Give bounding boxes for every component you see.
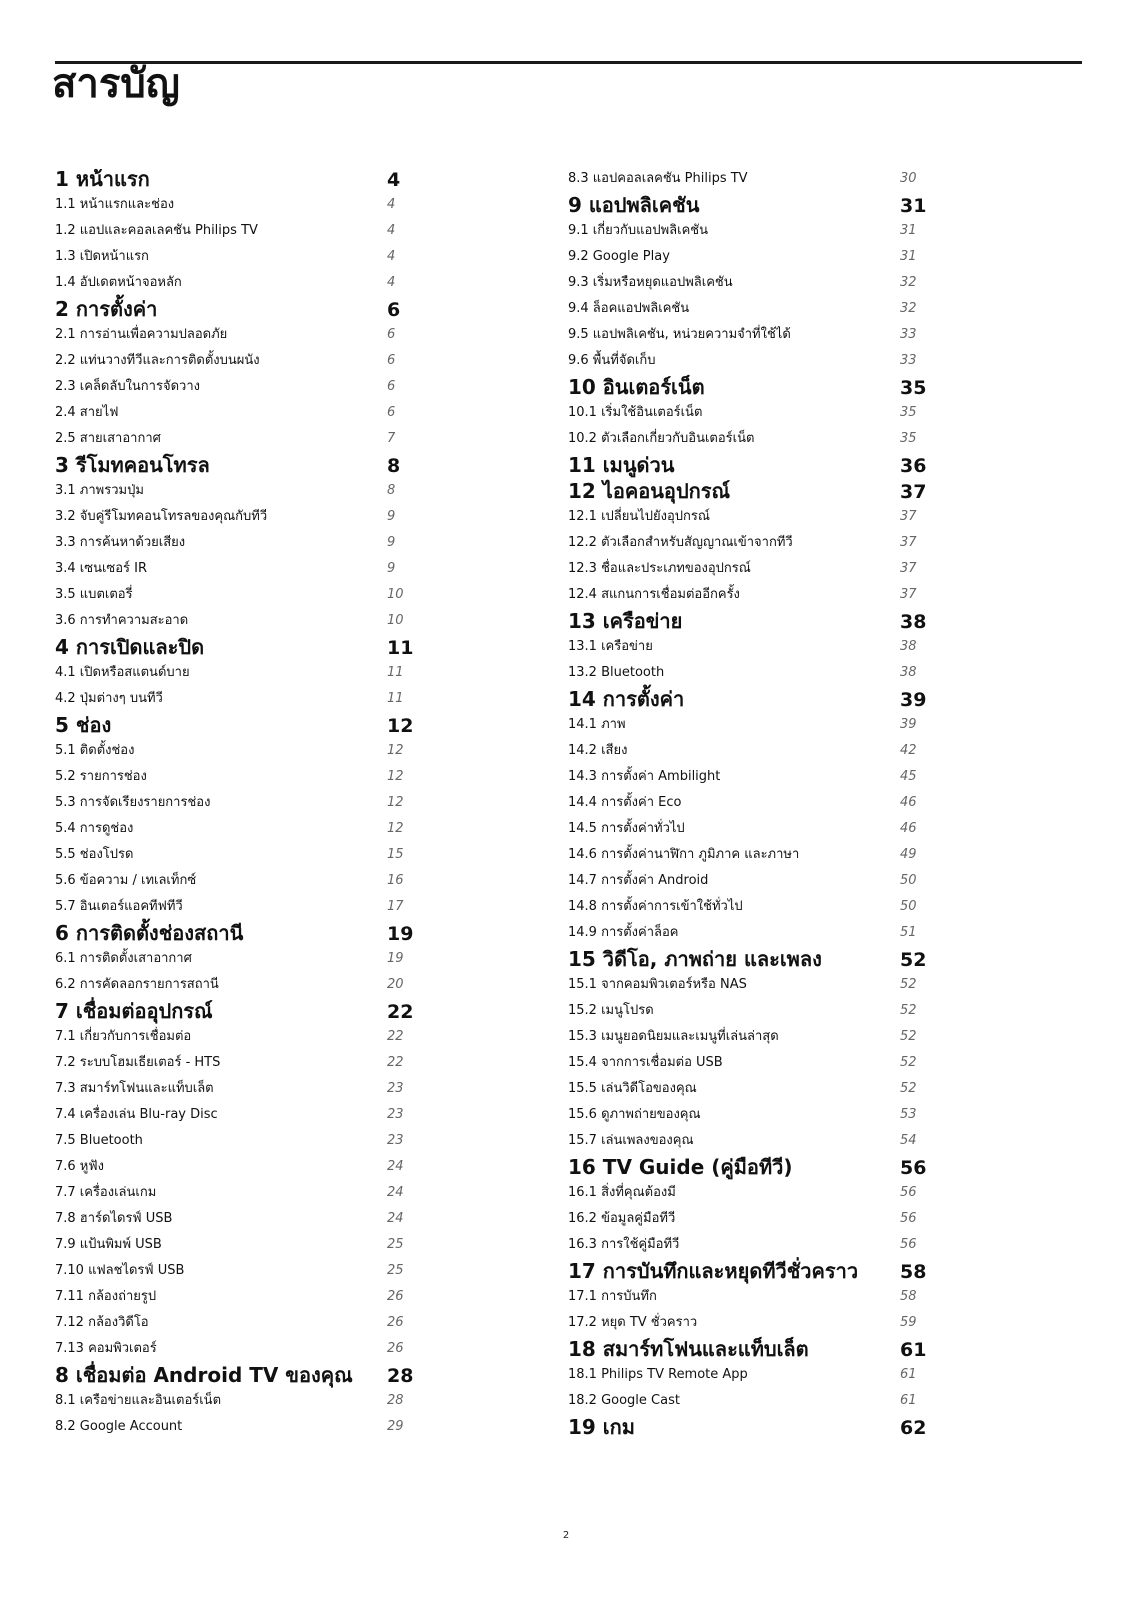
- section-title: 7.5 Bluetooth: [55, 1133, 143, 1148]
- section-page-number: 15: [387, 847, 404, 862]
- toc-section-link[interactable]: [568, 1388, 928, 1414]
- toc-section-link[interactable]: [55, 790, 415, 816]
- chapter-title: 11 เมนูด่วน: [568, 453, 675, 477]
- section-page-number: 42: [900, 743, 917, 758]
- toc-section-link[interactable]: [568, 634, 928, 660]
- section-page-number: 11: [387, 691, 404, 706]
- toc-section-link[interactable]: [55, 1154, 415, 1180]
- toc-section-link[interactable]: [568, 868, 928, 894]
- section-title: 7.1 เกี่ยวกับการเชื่อมต่อ: [55, 1029, 192, 1044]
- toc-chapter-link[interactable]: [55, 998, 415, 1024]
- toc-section-link[interactable]: [55, 582, 415, 608]
- section-page-number: 30: [900, 171, 917, 186]
- toc-section-link[interactable]: [568, 348, 928, 374]
- section-page-number: 58: [900, 1289, 917, 1304]
- section-title: 7.4 เครื่องเล่น Blu-ray Disc: [55, 1107, 218, 1122]
- toc-section-link[interactable]: [55, 322, 415, 348]
- section-title: 1.1 หน้าแรกและช่อง: [55, 197, 175, 212]
- toc-section-link[interactable]: [568, 322, 928, 348]
- section-page-number: 8: [387, 483, 396, 498]
- toc-section-link[interactable]: [568, 504, 928, 530]
- toc-section-link[interactable]: [55, 1388, 415, 1414]
- section-page-number: 52: [900, 1003, 917, 1018]
- toc-chapter-link[interactable]: [568, 374, 928, 400]
- chapter-title: 15 วิดีโอ, ภาพถ่าย และเพลง: [568, 947, 822, 971]
- toc-section-link[interactable]: [55, 1414, 415, 1440]
- toc-chapter-link[interactable]: [55, 920, 415, 946]
- section-title: 8.3 แอปคอลเลคชัน Philips TV: [568, 171, 748, 186]
- section-page-number: 50: [900, 899, 917, 914]
- section-title: 9.5 แอปพลิเคชัน, หน่วยความจำที่ใช้ได้: [568, 327, 791, 342]
- section-title: 15.2 เมนูโปรด: [568, 1003, 654, 1018]
- toc-section-link[interactable]: [55, 348, 415, 374]
- toc-chapter-link[interactable]: [55, 634, 415, 660]
- section-title: 15.5 เล่นวิดีโอของคุณ: [568, 1081, 697, 1096]
- chapter-title: 17 การบันทึกและหยุดทีวีชั่วคราว: [568, 1259, 859, 1283]
- toc-section-link[interactable]: [55, 530, 415, 556]
- section-title: 15.1 จากคอมพิวเตอร์หรือ NAS: [568, 977, 747, 992]
- section-page-number: 49: [900, 847, 917, 862]
- section-page-number: 52: [900, 1055, 917, 1070]
- section-page-number: 61: [900, 1393, 917, 1408]
- chapter-page-number: 6: [387, 299, 401, 321]
- page-number: 2: [562, 1530, 570, 1541]
- chapter-title: 2 การตั้งค่า: [55, 297, 158, 321]
- toc-section-link[interactable]: [55, 478, 415, 504]
- section-title: 7.11 กล้องถ่ายรูป: [55, 1289, 157, 1304]
- toc-section-link[interactable]: [55, 556, 415, 582]
- section-page-number: 33: [900, 327, 917, 342]
- toc-section-link[interactable]: [55, 738, 415, 764]
- chapter-page-number: 39: [900, 689, 927, 711]
- toc-chapter-link[interactable]: [55, 1362, 415, 1388]
- section-page-number: 25: [387, 1263, 404, 1278]
- section-page-number: 17: [387, 899, 404, 914]
- toc-section-link[interactable]: [55, 1024, 415, 1050]
- section-title: 14.4 การตั้งค่า Eco: [568, 795, 682, 810]
- section-title: 14.7 การตั้งค่า Android: [568, 873, 709, 888]
- section-title: 16.1 สิ่งที่คุณต้องมี: [568, 1185, 676, 1200]
- toc-section-link[interactable]: [55, 764, 415, 790]
- toc-section-link[interactable]: [55, 218, 415, 244]
- section-title: 17.2 หยุด TV ชั่วคราว: [568, 1315, 698, 1330]
- section-page-number: 4: [387, 275, 396, 290]
- section-title: 13.1 เครือข่าย: [568, 639, 653, 654]
- section-title: 16.2 ข้อมูลคู่มือทีวี: [568, 1211, 676, 1226]
- toc-chapter-link[interactable]: [55, 452, 415, 478]
- section-title: 12.2 ตัวเลือกสำหรับสัญญาณเข้าจากทีวี: [568, 535, 793, 550]
- toc-section-link[interactable]: [568, 582, 928, 608]
- section-title: 15.7 เล่นเพลงของคุณ: [568, 1133, 694, 1148]
- section-page-number: 56: [900, 1211, 917, 1226]
- chapter-title: 14 การตั้งค่า: [568, 687, 685, 711]
- section-title: 7.6 หูฟัง: [55, 1159, 104, 1174]
- toc-section-link[interactable]: [55, 1232, 415, 1258]
- section-title: 18.2 Google Cast: [568, 1393, 680, 1408]
- section-page-number: 38: [900, 665, 917, 680]
- section-title: 3.3 การค้นหาด้วยเสียง: [55, 535, 186, 550]
- chapter-title: 6 การติดตั้งช่องสถานี: [55, 921, 244, 945]
- section-page-number: 54: [900, 1133, 917, 1148]
- section-title: 16.3 การใช้คู่มือทีวี: [568, 1237, 680, 1252]
- toc-section-link[interactable]: [568, 998, 928, 1024]
- section-title: 9.4 ล็อคแอปพลิเคชัน: [568, 301, 690, 316]
- toc-section-link[interactable]: [568, 166, 928, 192]
- section-title: 12.1 เปลี่ยนไปยังอุปกรณ์: [568, 509, 710, 524]
- toc-column-left: [55, 166, 415, 1440]
- section-page-number: 23: [387, 1107, 404, 1122]
- section-title: 3.1 ภาพรวมปุ่ม: [55, 483, 144, 498]
- toc-section-link[interactable]: [568, 738, 928, 764]
- section-title: 10.2 ตัวเลือกเกี่ยวกับอินเตอร์เน็ต: [568, 431, 755, 446]
- toc-section-link[interactable]: [568, 1284, 928, 1310]
- section-page-number: 26: [387, 1315, 404, 1330]
- section-page-number: 52: [900, 1029, 917, 1044]
- chapter-title: 5 ช่อง: [55, 713, 112, 737]
- chapter-page-number: 22: [387, 1001, 414, 1023]
- toc-section-link[interactable]: [55, 946, 415, 972]
- section-page-number: 28: [387, 1393, 404, 1408]
- chapter-title: 18 สมาร์ทโฟนและแท็บเล็ต: [568, 1337, 809, 1361]
- section-title: 9.2 Google Play: [568, 249, 670, 264]
- toc-section-link[interactable]: [568, 842, 928, 868]
- toc-section-link[interactable]: [55, 1284, 415, 1310]
- section-page-number: 46: [900, 821, 917, 836]
- toc-section-link[interactable]: [568, 218, 928, 244]
- toc-section-link[interactable]: [55, 504, 415, 530]
- toc-section-link[interactable]: [568, 790, 928, 816]
- chapter-page-number: 58: [900, 1261, 927, 1283]
- section-title: 14.9 การตั้งค่าล็อค: [568, 925, 679, 940]
- toc-section-link[interactable]: [55, 1336, 415, 1362]
- section-page-number: 6: [387, 327, 396, 342]
- toc-section-link[interactable]: [568, 426, 928, 452]
- section-title: 3.2 จับคู่รีโมทคอนโทรลของคุณกับทีวี: [55, 509, 268, 524]
- section-title: 7.10 แฟลชไดรฟ์ USB: [55, 1263, 185, 1278]
- toc-section-link[interactable]: [568, 660, 928, 686]
- section-title: 5.3 การจัดเรียงรายการช่อง: [55, 795, 211, 810]
- section-page-number: 61: [900, 1367, 917, 1382]
- toc-chapter-link[interactable]: [568, 946, 928, 972]
- section-page-number: 4: [387, 249, 396, 264]
- section-title: 7.7 เครื่องเล่นเกม: [55, 1185, 157, 1200]
- section-page-number: 6: [387, 379, 396, 394]
- section-page-number: 12: [387, 769, 404, 784]
- toc-chapter-link[interactable]: [568, 608, 928, 634]
- chapter-page-number: 11: [387, 637, 414, 659]
- chapter-title: 3 รีโมทคอนโทรล: [55, 453, 210, 477]
- section-page-number: 35: [900, 431, 917, 446]
- section-title: 15.3 เมนูยอดนิยมและเมนูที่เล่นล่าสุด: [568, 1029, 779, 1044]
- section-page-number: 9: [387, 535, 396, 550]
- chapter-title: 1 หน้าแรก: [55, 167, 150, 191]
- section-page-number: 37: [900, 587, 917, 602]
- chapter-page-number: 56: [900, 1157, 927, 1179]
- section-title: 3.5 แบตเตอรี่: [55, 587, 133, 602]
- section-title: 1.2 แอปและคอลเลคชัน Philips TV: [55, 223, 258, 238]
- section-page-number: 4: [387, 223, 396, 238]
- chapter-title: 7 เชื่อมต่ออุปกรณ์: [55, 999, 213, 1023]
- section-page-number: 31: [900, 249, 917, 264]
- section-page-number: 37: [900, 561, 917, 576]
- section-page-number: 35: [900, 405, 917, 420]
- toc-chapter-link[interactable]: [568, 1154, 928, 1180]
- section-page-number: 37: [900, 535, 917, 550]
- section-title: 15.4 จากการเชื่อมต่อ USB: [568, 1055, 723, 1070]
- section-title: 13.2 Bluetooth: [568, 665, 665, 680]
- section-title: 2.4 สายไฟ: [55, 405, 119, 420]
- section-title: 2.3 เคล็ดลับในการจัดวาง: [55, 379, 200, 394]
- section-page-number: 9: [387, 509, 396, 524]
- section-title: 12.4 สแกนการเชื่อมต่ออีกครั้ง: [568, 587, 740, 602]
- chapter-page-number: 37: [900, 481, 927, 503]
- toc-section-link[interactable]: [55, 1180, 415, 1206]
- section-title: 3.4 เซนเซอร์ IR: [55, 561, 148, 576]
- toc-chapter-link[interactable]: [55, 296, 415, 322]
- section-page-number: 12: [387, 743, 404, 758]
- section-title: 5.5 ช่องโปรด: [55, 847, 134, 862]
- section-page-number: 32: [900, 301, 917, 316]
- chapter-page-number: 19: [387, 923, 414, 945]
- toc-chapter-link[interactable]: [568, 1414, 928, 1440]
- toc-section-link[interactable]: [568, 400, 928, 426]
- section-page-number: 59: [900, 1315, 917, 1330]
- chapter-page-number: 52: [900, 949, 927, 971]
- chapter-title: 12 ไอคอนอุปกรณ์: [568, 479, 731, 503]
- toc-section-link[interactable]: [55, 192, 415, 218]
- section-page-number: 51: [900, 925, 917, 940]
- toc-section-link[interactable]: [55, 426, 415, 452]
- section-page-number: 9: [387, 561, 396, 576]
- chapter-title: 4 การเปิดและปิด: [55, 635, 205, 659]
- section-page-number: 20: [387, 977, 404, 992]
- chapter-page-number: 62: [900, 1417, 927, 1439]
- chapter-page-number: 4: [387, 169, 401, 191]
- section-page-number: 32: [900, 275, 917, 290]
- toc-chapter-link[interactable]: [55, 712, 415, 738]
- toc-section-link[interactable]: [568, 244, 928, 270]
- toc-section-link[interactable]: [568, 1180, 928, 1206]
- section-title: 8.1 เครือข่ายและอินเตอร์เน็ต: [55, 1393, 222, 1408]
- toc-section-link[interactable]: [568, 296, 928, 322]
- section-title: 5.4 การดูช่อง: [55, 821, 134, 836]
- section-page-number: 12: [387, 821, 404, 836]
- chapter-page-number: 28: [387, 1365, 414, 1387]
- toc-chapter-link[interactable]: [568, 452, 928, 478]
- section-title: 10.1 เริ่มใช้อินเตอร์เน็ต: [568, 405, 703, 420]
- toc-section-link[interactable]: [55, 374, 415, 400]
- section-title: 4.1 เปิดหรือสแตนด์บาย: [55, 665, 190, 680]
- section-title: 14.1 ภาพ: [568, 717, 626, 732]
- section-page-number: 24: [387, 1211, 404, 1226]
- toc-section-link[interactable]: [55, 1128, 415, 1154]
- section-title: 9.6 พื้นที่จัดเก็บ: [568, 353, 656, 368]
- toc-section-link[interactable]: [568, 1206, 928, 1232]
- section-page-number: 24: [387, 1185, 404, 1200]
- section-page-number: 38: [900, 639, 917, 654]
- section-title: 7.8 ฮาร์ดไดรฟ์ USB: [55, 1211, 173, 1226]
- section-title: 14.2 เสียง: [568, 743, 628, 758]
- toc-section-link[interactable]: [55, 270, 415, 296]
- toc-section-link[interactable]: [55, 1206, 415, 1232]
- section-title: 14.8 การตั้งค่าการเข้าใช้ทั่วไป: [568, 899, 743, 914]
- section-page-number: 10: [387, 613, 404, 628]
- chapter-page-number: 35: [900, 377, 927, 399]
- chapter-title: 13 เครือข่าย: [568, 609, 683, 633]
- toc-chapter-link[interactable]: [568, 1258, 928, 1284]
- section-title: 5.6 ข้อความ / เทเลเท็กซ์: [55, 873, 197, 888]
- section-title: 9.3 เริ่มหรือหยุดแอปพลิเคชัน: [568, 275, 733, 290]
- section-title: 12.3 ชื่อและประเภทของอุปกรณ์: [568, 561, 751, 576]
- section-page-number: 31: [900, 223, 917, 238]
- toc-section-link[interactable]: [55, 972, 415, 998]
- toc-section-link[interactable]: [568, 1076, 928, 1102]
- section-page-number: 10: [387, 587, 404, 602]
- section-page-number: 37: [900, 509, 917, 524]
- toc-chapter-link[interactable]: [568, 192, 928, 218]
- section-page-number: 52: [900, 1081, 917, 1096]
- chapter-page-number: 61: [900, 1339, 927, 1361]
- section-title: 5.1 ติดตั้งช่อง: [55, 743, 135, 758]
- chapter-page-number: 8: [387, 455, 401, 477]
- section-title: 7.2 ระบบโฮมเธียเตอร์ - HTS: [55, 1055, 221, 1070]
- toc-section-link[interactable]: [568, 1102, 928, 1128]
- section-page-number: 46: [900, 795, 917, 810]
- section-title: 5.2 รายการช่อง: [55, 769, 147, 784]
- section-title: 6.2 การคัดลอกรายการสถานี: [55, 977, 219, 992]
- toc-section-link[interactable]: [55, 1102, 415, 1128]
- section-title: 17.1 การบันทึก: [568, 1289, 657, 1304]
- section-page-number: 53: [900, 1107, 917, 1122]
- toc-section-link[interactable]: [55, 1076, 415, 1102]
- section-page-number: 24: [387, 1159, 404, 1174]
- toc-section-link[interactable]: [568, 1310, 928, 1336]
- toc-section-link[interactable]: [568, 556, 928, 582]
- section-title: 2.1 การอ่านเพื่อความปลอดภัย: [55, 327, 228, 342]
- toc-section-link[interactable]: [55, 842, 415, 868]
- toc-chapter-link[interactable]: [568, 686, 928, 712]
- chapter-page-number: 31: [900, 195, 927, 217]
- section-page-number: 50: [900, 873, 917, 888]
- toc-section-link[interactable]: [55, 686, 415, 712]
- title-rule: [55, 61, 1082, 64]
- section-title: 2.5 สายเสาอากาศ: [55, 431, 161, 446]
- toc-section-link[interactable]: [55, 244, 415, 270]
- toc-section-link[interactable]: [568, 270, 928, 296]
- section-title: 3.6 การทำความสะอาด: [55, 613, 189, 628]
- toc-section-link[interactable]: [55, 1258, 415, 1284]
- section-title: 7.13 คอมพิวเตอร์: [55, 1341, 157, 1356]
- section-page-number: 11: [387, 665, 404, 680]
- section-page-number: 22: [387, 1055, 404, 1070]
- section-title: 1.4 อัปเดตหน้าจอหลัก: [55, 275, 182, 290]
- toc-section-link[interactable]: [568, 530, 928, 556]
- section-page-number: 33: [900, 353, 917, 368]
- section-title: 2.2 แท่นวางทีวีและการติดตั้งบนผนัง: [55, 353, 260, 368]
- page-title: สารบัญ: [52, 61, 180, 107]
- toc-section-link[interactable]: [55, 816, 415, 842]
- section-page-number: 19: [387, 951, 404, 966]
- section-page-number: 45: [900, 769, 917, 784]
- section-title: 1.3 เปิดหน้าแรก: [55, 249, 149, 264]
- toc-section-link[interactable]: [568, 1232, 928, 1258]
- section-page-number: 6: [387, 353, 396, 368]
- section-title: 7.9 แป้นพิมพ์ USB: [55, 1237, 162, 1252]
- section-title: 14.3 การตั้งค่า Ambilight: [568, 769, 721, 784]
- toc-section-link[interactable]: [568, 894, 928, 920]
- section-title: 18.1 Philips TV Remote App: [568, 1367, 748, 1382]
- toc-chapter-link[interactable]: [568, 1336, 928, 1362]
- chapter-title: 10 อินเตอร์เน็ต: [568, 375, 705, 399]
- section-page-number: 7: [387, 431, 396, 446]
- chapter-title: 9 แอปพลิเคชัน: [568, 193, 700, 217]
- section-page-number: 12: [387, 795, 404, 810]
- toc-section-link[interactable]: [55, 608, 415, 634]
- section-page-number: 26: [387, 1341, 404, 1356]
- section-page-number: 56: [900, 1185, 917, 1200]
- chapter-page-number: 36: [900, 455, 927, 477]
- section-page-number: 4: [387, 197, 396, 212]
- toc-section-link[interactable]: [568, 1050, 928, 1076]
- section-page-number: 29: [387, 1419, 404, 1434]
- toc-section-link[interactable]: [568, 816, 928, 842]
- toc-section-link[interactable]: [568, 972, 928, 998]
- section-title: 8.2 Google Account: [55, 1419, 183, 1434]
- section-page-number: 56: [900, 1237, 917, 1252]
- toc-section-link[interactable]: [55, 660, 415, 686]
- section-title: 7.3 สมาร์ทโฟนและแท็บเล็ต: [55, 1081, 214, 1096]
- section-page-number: 39: [900, 717, 917, 732]
- toc-section-link[interactable]: [55, 894, 415, 920]
- section-title: 5.7 อินเตอร์แอคทีฟทีวี: [55, 899, 183, 914]
- section-page-number: 16: [387, 873, 404, 888]
- section-page-number: 22: [387, 1029, 404, 1044]
- toc-section-link[interactable]: [55, 1050, 415, 1076]
- section-title: 15.6 ดูภาพถ่ายของคุณ: [568, 1107, 701, 1122]
- section-page-number: 6: [387, 405, 396, 420]
- chapter-title: 8 เชื่อมต่อ Android TV ของคุณ: [55, 1363, 353, 1387]
- section-title: 9.1 เกี่ยวกับแอปพลิเคชัน: [568, 223, 708, 238]
- toc-section-link[interactable]: [568, 764, 928, 790]
- section-title: 14.6 การตั้งค่านาฬิกา ภูมิภาค และภาษา: [568, 847, 800, 862]
- chapter-title: 19 เกม: [568, 1415, 635, 1439]
- section-title: 14.5 การตั้งค่าทั่วไป: [568, 821, 685, 836]
- toc-section-link[interactable]: [55, 1310, 415, 1336]
- toc-section-link[interactable]: [568, 1362, 928, 1388]
- section-page-number: 23: [387, 1133, 404, 1148]
- section-page-number: 25: [387, 1237, 404, 1252]
- chapter-page-number: 12: [387, 715, 414, 737]
- section-page-number: 52: [900, 977, 917, 992]
- toc-chapter-link[interactable]: [568, 478, 928, 504]
- toc-section-link[interactable]: [568, 712, 928, 738]
- toc-section-link[interactable]: [568, 1128, 928, 1154]
- section-page-number: 23: [387, 1081, 404, 1096]
- toc-section-link[interactable]: [568, 920, 928, 946]
- toc-chapter-link[interactable]: [55, 166, 415, 192]
- toc-section-link[interactable]: [55, 400, 415, 426]
- toc-section-link[interactable]: [55, 868, 415, 894]
- section-title: 4.2 ปุ่มต่างๆ บนทีวี: [55, 691, 163, 706]
- section-title: 7.12 กล้องวิดีโอ: [55, 1315, 149, 1330]
- section-page-number: 26: [387, 1289, 404, 1304]
- toc-column-right: [568, 166, 928, 1440]
- toc-section-link[interactable]: [568, 1024, 928, 1050]
- chapter-title: 16 TV Guide (คู่มือทีวี): [568, 1155, 793, 1179]
- chapter-page-number: 38: [900, 611, 927, 633]
- section-title: 6.1 การติดตั้งเสาอากาศ: [55, 951, 192, 966]
